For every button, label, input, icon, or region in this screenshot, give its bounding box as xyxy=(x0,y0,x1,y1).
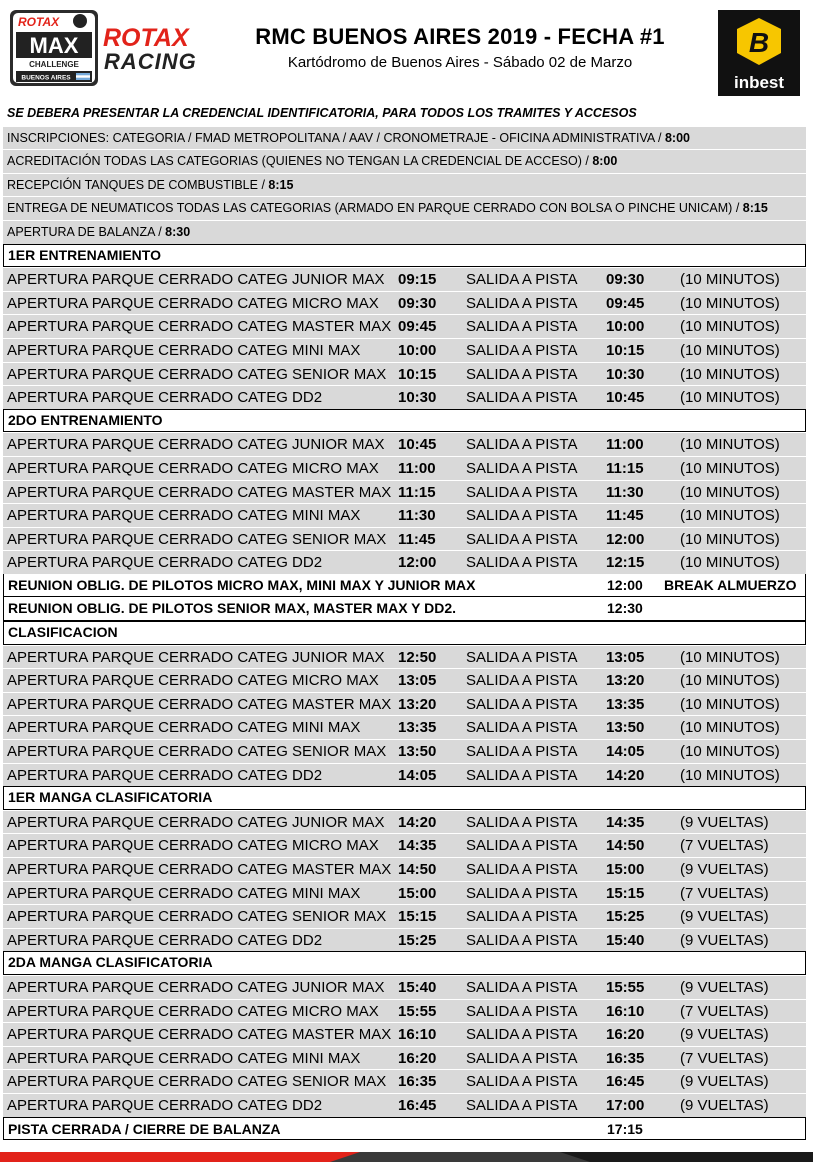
category-label: APERTURA PARQUE CERRADO CATEG MICRO MAX xyxy=(7,459,379,477)
schedule-row xyxy=(3,739,806,763)
category-label: APERTURA PARQUE CERRADO CATEG DD2 xyxy=(7,1096,323,1114)
info-text: INSCRIPCIONES: CATEGORIA / FMAD METROPOLITANA / AAV / CRONOMETRAJE - OFICINA ADMINISTRATIVA / xyxy=(7,130,665,145)
duration: (10 MINUTOS) xyxy=(680,695,780,713)
schedule-row xyxy=(3,692,806,716)
track-label: SALIDA A PISTA xyxy=(466,695,578,713)
track-label: SALIDA A PISTA xyxy=(466,931,578,949)
duration: (9 VUELTAS) xyxy=(680,1073,769,1091)
closing-text: PISTA CERRADA / CIERRE DE BALANZA xyxy=(8,1120,281,1137)
track-time: 10:30 xyxy=(606,365,645,383)
info-time: 8:00 xyxy=(592,154,618,169)
category-label: APERTURA PARQUE CERRADO CATEG JUNIOR MAX xyxy=(7,271,385,289)
open-time: 09:45 xyxy=(398,318,437,336)
info-time: 8:30 xyxy=(165,224,191,239)
header xyxy=(0,0,813,102)
open-time: 11:00 xyxy=(398,459,436,477)
schedule-row xyxy=(3,527,806,551)
duration: (10 MINUTOS) xyxy=(680,318,780,336)
category-label: APERTURA PARQUE CERRADO CATEG JUNIOR MAX xyxy=(7,436,385,454)
track-label: SALIDA A PISTA xyxy=(466,341,578,359)
category-label: APERTURA PARQUE CERRADO CATEG JUNIOR MAX xyxy=(7,813,385,831)
schedule-row xyxy=(3,267,806,291)
category-label: APERTURA PARQUE CERRADO CATEG JUNIOR MAX xyxy=(7,648,385,666)
track-label: SALIDA A PISTA xyxy=(466,507,578,525)
track-label: SALIDA A PISTA xyxy=(466,837,578,855)
category-label: APERTURA PARQUE CERRADO CATEG MINI MAX xyxy=(7,884,361,902)
open-time: 10:30 xyxy=(398,389,437,407)
category-label: APERTURA PARQUE CERRADO CATEG MINI MAX xyxy=(7,341,361,359)
schedule-row xyxy=(3,480,806,504)
track-time: 09:45 xyxy=(606,294,645,312)
track-label: SALIDA A PISTA xyxy=(466,1026,578,1044)
rotax-logo-challenge: CHALLENGE xyxy=(29,60,79,69)
meeting-row xyxy=(3,597,806,621)
open-time: 13:20 xyxy=(398,695,437,713)
section-title: CLASIFICACION xyxy=(3,621,806,645)
duration: (10 MINUTOS) xyxy=(680,719,780,737)
meeting-text: REUNION OBLIG. DE PILOTOS SENIOR MAX, MASTER MAX Y DD2. xyxy=(8,600,457,617)
duration: (10 MINUTOS) xyxy=(680,436,780,454)
track-label: SALIDA A PISTA xyxy=(466,1096,578,1114)
track-time: 11:00 xyxy=(606,436,644,454)
meeting-time: 12:30 xyxy=(607,600,643,617)
track-label: SALIDA A PISTA xyxy=(466,459,578,477)
schedule-row xyxy=(3,432,806,456)
track-label: SALIDA A PISTA xyxy=(466,483,578,501)
open-time: 10:45 xyxy=(398,436,437,454)
category-label: APERTURA PARQUE CERRADO CATEG MICRO MAX xyxy=(7,1002,379,1020)
info-row xyxy=(3,173,806,197)
open-time: 14:05 xyxy=(398,766,437,784)
info-row xyxy=(3,149,806,173)
info-time: 8:00 xyxy=(664,130,690,145)
schedule-row xyxy=(3,1093,806,1117)
track-label: SALIDA A PISTA xyxy=(466,1002,578,1020)
open-time: 12:50 xyxy=(398,648,437,666)
open-time: 13:05 xyxy=(398,672,437,690)
category-label: APERTURA PARQUE CERRADO CATEG SENIOR MAX xyxy=(7,530,387,548)
track-time: 16:45 xyxy=(606,1073,645,1091)
meeting-text: REUNION OBLIG. DE PILOTOS MICRO MAX, MINI MAX Y JUNIOR MAX xyxy=(8,576,476,593)
footer-stripe xyxy=(0,1150,813,1164)
duration: (9 VUELTAS) xyxy=(680,1026,769,1044)
category-label: APERTURA PARQUE CERRADO CATEG MICRO MAX xyxy=(7,294,379,312)
open-time: 15:00 xyxy=(398,884,437,902)
category-label: APERTURA PARQUE CERRADO CATEG MICRO MAX xyxy=(7,837,379,855)
schedule-row xyxy=(3,1022,806,1046)
open-time: 11:45 xyxy=(398,530,436,548)
track-label: SALIDA A PISTA xyxy=(466,294,578,312)
track-time: 14:20 xyxy=(606,766,645,784)
duration: (10 MINUTOS) xyxy=(680,530,780,548)
schedule-row xyxy=(3,975,806,999)
rotax-racing-logo xyxy=(103,24,227,74)
category-label: APERTURA PARQUE CERRADO CATEG MINI MAX xyxy=(7,507,361,525)
rotax-max-challenge-logo xyxy=(10,10,98,86)
duration: (9 VUELTAS) xyxy=(680,813,769,831)
schedule-row xyxy=(3,362,806,386)
track-label: SALIDA A PISTA xyxy=(466,884,578,902)
meeting-time: 12:00 xyxy=(607,576,643,593)
inbest-logo-text: inbest xyxy=(733,73,785,92)
open-time: 16:20 xyxy=(398,1049,437,1067)
rotax-logo-top: ROTAX xyxy=(18,15,60,29)
open-time: 15:15 xyxy=(398,908,437,926)
track-label: SALIDA A PISTA xyxy=(466,908,578,926)
duration: (10 MINUTOS) xyxy=(680,341,780,359)
schedule-row xyxy=(3,456,806,480)
category-label: APERTURA PARQUE CERRADO CATEG SENIOR MAX xyxy=(7,743,387,761)
track-time: 15:25 xyxy=(606,908,645,926)
track-label: SALIDA A PISTA xyxy=(466,648,578,666)
duration: (7 VUELTAS) xyxy=(680,884,769,902)
info-text: RECEPCIÓN TANQUES DE COMBUSTIBLE / xyxy=(7,177,269,192)
track-label: SALIDA A PISTA xyxy=(466,766,578,784)
open-time: 16:10 xyxy=(398,1026,437,1044)
track-label: SALIDA A PISTA xyxy=(466,813,578,831)
duration: (10 MINUTOS) xyxy=(680,459,780,477)
duration: (10 MINUTOS) xyxy=(680,507,780,525)
track-label: SALIDA A PISTA xyxy=(466,719,578,737)
duration: (10 MINUTOS) xyxy=(680,766,780,784)
open-time: 11:30 xyxy=(398,507,436,525)
credential-notice: SE DEBERA PRESENTAR LA CREDENCIAL IDENTIFICATORIA, PARA TODOS LOS TRAMITES Y ACCESOS xyxy=(7,106,637,120)
open-time: 12:00 xyxy=(398,554,437,572)
rotax-racing-line1: ROTAX xyxy=(103,24,189,52)
category-label: APERTURA PARQUE CERRADO CATEG MICRO MAX xyxy=(7,672,379,690)
duration: (7 VUELTAS) xyxy=(680,1049,769,1067)
track-time: 13:50 xyxy=(606,719,645,737)
page-subtitle: Kartódromo de Buenos Aires - Sábado 02 de Marzo xyxy=(287,54,633,71)
duration: (9 VUELTAS) xyxy=(680,908,769,926)
rotax-racing-line2: RACING xyxy=(104,49,197,74)
duration: (9 VUELTAS) xyxy=(680,1096,769,1114)
meeting-row xyxy=(3,574,806,598)
track-time: 11:15 xyxy=(606,459,644,477)
track-time: 12:00 xyxy=(606,530,645,548)
track-label: SALIDA A PISTA xyxy=(466,978,578,996)
section-title: 1ER MANGA CLASIFICATORIA xyxy=(3,786,806,810)
open-time: 10:15 xyxy=(398,365,437,383)
category-label: APERTURA PARQUE CERRADO CATEG MINI MAX xyxy=(7,719,361,737)
track-time: 12:15 xyxy=(606,554,645,572)
category-label: APERTURA PARQUE CERRADO CATEG MASTER MAX xyxy=(7,695,392,713)
track-time: 10:15 xyxy=(606,341,645,359)
track-time: 15:40 xyxy=(606,931,645,949)
schedule-row xyxy=(3,550,806,574)
category-label: APERTURA PARQUE CERRADO CATEG JUNIOR MAX xyxy=(7,978,385,996)
schedule-row xyxy=(3,833,806,857)
schedule-row xyxy=(3,503,806,527)
schedule-row xyxy=(3,1046,806,1070)
schedule-row xyxy=(3,338,806,362)
duration: (10 MINUTOS) xyxy=(680,271,780,289)
duration: (10 MINUTOS) xyxy=(680,648,780,666)
duration: (10 MINUTOS) xyxy=(680,672,780,690)
closing-time: 17:15 xyxy=(607,1120,643,1137)
track-time: 15:00 xyxy=(606,861,645,878)
section-title: 2DA MANGA CLASIFICATORIA xyxy=(3,951,806,975)
category-label: APERTURA PARQUE CERRADO CATEG DD2 xyxy=(7,931,323,949)
info-time: 8:15 xyxy=(268,177,294,192)
closing-row xyxy=(3,1117,806,1141)
duration: (10 MINUTOS) xyxy=(680,294,780,312)
section-title: 1ER ENTRENAMIENTO xyxy=(3,244,806,268)
open-time: 11:15 xyxy=(398,483,436,501)
duration: (10 MINUTOS) xyxy=(680,743,780,761)
meeting-note: BREAK ALMUERZO xyxy=(664,576,797,593)
duration: (10 MINUTOS) xyxy=(680,483,780,501)
inbest-logo xyxy=(718,10,800,96)
track-label: SALIDA A PISTA xyxy=(466,365,578,383)
track-time: 17:00 xyxy=(606,1096,645,1114)
track-time: 11:30 xyxy=(606,483,644,501)
rotax-logo-max: MAX xyxy=(29,33,79,58)
track-time: 15:55 xyxy=(606,978,645,996)
category-label: APERTURA PARQUE CERRADO CATEG DD2 xyxy=(7,554,323,572)
open-time: 15:25 xyxy=(398,931,437,949)
schedule-row xyxy=(3,314,806,338)
track-label: SALIDA A PISTA xyxy=(466,389,578,407)
category-label: APERTURA PARQUE CERRADO CATEG MASTER MAX xyxy=(7,318,392,336)
track-label: SALIDA A PISTA xyxy=(466,1073,578,1091)
track-time: 14:35 xyxy=(606,813,645,831)
open-time: 14:35 xyxy=(398,837,437,855)
info-text: APERTURA DE BALANZA / xyxy=(7,224,166,239)
rotax-logo-city: BUENOS AIRES xyxy=(21,74,71,82)
open-time: 14:50 xyxy=(398,861,437,878)
page-title: RMC BUENOS AIRES 2019 - FECHA #1 xyxy=(255,24,665,49)
track-label: SALIDA A PISTA xyxy=(466,672,578,690)
open-time: 13:35 xyxy=(398,719,437,737)
category-label: APERTURA PARQUE CERRADO CATEG DD2 xyxy=(7,389,323,407)
schedule-row xyxy=(3,645,806,669)
schedule-row xyxy=(3,291,806,315)
track-time: 10:00 xyxy=(606,318,645,336)
schedule-row xyxy=(3,857,806,881)
schedule-table xyxy=(3,102,806,1140)
schedule-row xyxy=(3,668,806,692)
duration: (7 VUELTAS) xyxy=(680,837,769,855)
category-label: APERTURA PARQUE CERRADO CATEG SENIOR MAX xyxy=(7,1073,387,1091)
inbest-logo-mark: B xyxy=(748,27,770,58)
info-row xyxy=(3,126,806,150)
duration: (9 VUELTAS) xyxy=(680,861,769,878)
schedule-row xyxy=(3,999,806,1023)
schedule-row xyxy=(3,385,806,409)
schedule-row xyxy=(3,810,806,834)
track-label: SALIDA A PISTA xyxy=(466,554,578,572)
open-time: 13:50 xyxy=(398,743,437,761)
schedule-row xyxy=(3,881,806,905)
track-time: 10:45 xyxy=(606,389,645,407)
track-label: SALIDA A PISTA xyxy=(466,530,578,548)
open-time: 15:55 xyxy=(398,1002,437,1020)
open-time: 16:45 xyxy=(398,1096,437,1114)
open-time: 16:35 xyxy=(398,1073,437,1091)
track-label: SALIDA A PISTA xyxy=(466,436,578,454)
open-time: 09:15 xyxy=(398,271,437,289)
open-time: 09:30 xyxy=(398,294,437,312)
category-label: APERTURA PARQUE CERRADO CATEG MASTER MAX xyxy=(7,1026,392,1044)
track-label: SALIDA A PISTA xyxy=(466,743,578,761)
schedule-row xyxy=(3,904,806,928)
section-title: 2DO ENTRENAMIENTO xyxy=(3,409,806,433)
track-time: 16:35 xyxy=(606,1049,645,1067)
track-time: 14:05 xyxy=(606,743,645,761)
duration: (9 VUELTAS) xyxy=(680,978,769,996)
duration: (9 VUELTAS) xyxy=(680,931,769,949)
track-time: 14:50 xyxy=(606,837,645,855)
track-time: 15:15 xyxy=(606,884,645,902)
track-time: 16:20 xyxy=(606,1026,645,1044)
schedule-row xyxy=(3,1069,806,1093)
track-label: SALIDA A PISTA xyxy=(466,861,578,878)
schedule-row xyxy=(3,928,806,952)
category-label: APERTURA PARQUE CERRADO CATEG SENIOR MAX xyxy=(7,908,387,926)
schedule-row xyxy=(3,715,806,739)
category-label: APERTURA PARQUE CERRADO CATEG MASTER MAX xyxy=(7,483,392,501)
duration: (10 MINUTOS) xyxy=(680,554,780,572)
info-time: 8:15 xyxy=(742,201,768,216)
track-time: 11:45 xyxy=(606,507,644,525)
duration: (10 MINUTOS) xyxy=(680,389,780,407)
open-time: 10:00 xyxy=(398,341,437,359)
track-time: 13:20 xyxy=(606,672,645,690)
info-text: ACREDITACIÓN TODAS LAS CATEGORIAS (QUIENES NO TENGAN LA CREDENCIAL DE ACCESO) / xyxy=(7,154,593,169)
info-row xyxy=(3,196,806,220)
track-time: 13:35 xyxy=(606,695,645,713)
schedule-row xyxy=(3,763,806,787)
track-time: 13:05 xyxy=(606,648,645,666)
info-text: ENTREGA DE NEUMATICOS TODAS LAS CATEGORIAS (ARMADO EN PARQUE CERRADO CON BOLSA O PINCHE UNICAM) / xyxy=(7,201,743,216)
category-label: APERTURA PARQUE CERRADO CATEG MINI MAX xyxy=(7,1049,361,1067)
open-time: 14:20 xyxy=(398,813,437,831)
track-label: SALIDA A PISTA xyxy=(466,1049,578,1067)
track-time: 16:10 xyxy=(606,1002,645,1020)
info-row xyxy=(3,220,806,244)
duration: (7 VUELTAS) xyxy=(680,1002,769,1020)
track-label: SALIDA A PISTA xyxy=(466,271,578,289)
category-label: APERTURA PARQUE CERRADO CATEG DD2 xyxy=(7,766,323,784)
track-time: 09:30 xyxy=(606,271,645,289)
open-time: 15:40 xyxy=(398,978,437,996)
track-label: SALIDA A PISTA xyxy=(466,318,578,336)
category-label: APERTURA PARQUE CERRADO CATEG MASTER MAX xyxy=(7,861,392,878)
duration: (10 MINUTOS) xyxy=(680,365,780,383)
category-label: APERTURA PARQUE CERRADO CATEG SENIOR MAX xyxy=(7,365,387,383)
